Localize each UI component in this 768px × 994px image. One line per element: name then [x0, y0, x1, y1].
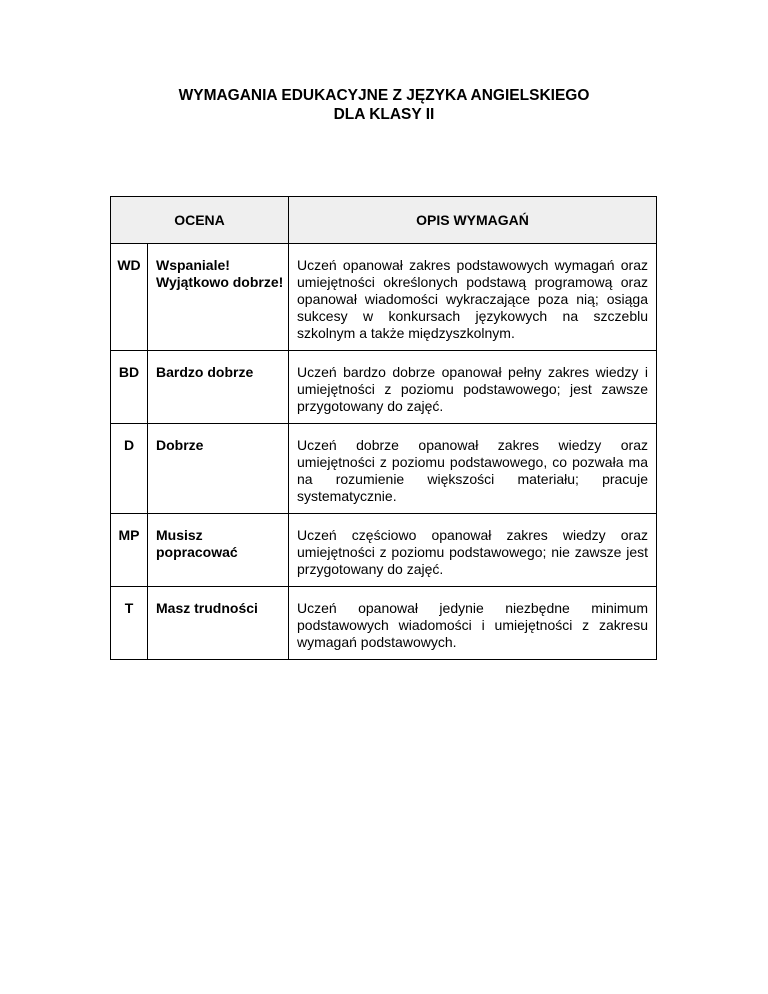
grade-code: T	[111, 587, 148, 660]
grade-description: Uczeń opanował jedynie niezbędne minimum podstawowych wiadomości i umiejętności z zakresu wymagań podstawowych.	[289, 587, 657, 660]
title-line-1: WYMAGANIA EDUKACYJNE Z JĘZYKA ANGIELSKIEGO	[178, 87, 590, 104]
table-header-row	[111, 197, 657, 244]
grade-description: Uczeń częściowo opanował zakres wiedzy oraz umiejętności z poziomu podstawowego; nie zawsze jest przygotowany do zajęć.	[289, 514, 657, 587]
grade-description: Uczeń bardzo dobrze opanował pełny zakres wiedzy i umiejętności z poziomu podstawowego; jest zawsze przygotowany do zajęć.	[289, 351, 657, 424]
grade-code: D	[111, 424, 148, 514]
grade-name: Bardzo dobrze	[148, 351, 289, 424]
document-title	[0, 86, 768, 124]
header-ocena: OCENA	[111, 197, 289, 244]
grade-description: Uczeń dobrze opanował zakres wiedzy oraz umiejętności z poziomu podstawowego, co pozwała ma na rozumienie większości materiału; pracuje systematycznie.	[289, 424, 657, 514]
table-row	[111, 587, 657, 660]
grade-name: Dobrze	[148, 424, 289, 514]
title-line-2: DLA KLASY II	[333, 106, 435, 123]
grade-code: WD	[111, 244, 148, 351]
grade-code: BD	[111, 351, 148, 424]
grade-name: Musisz popracować	[148, 514, 289, 587]
grade-code: MP	[111, 514, 148, 587]
table-row	[111, 351, 657, 424]
requirements-table	[110, 196, 657, 660]
grade-description: Uczeń opanował zakres podstawowych wymagań oraz umiejętności określonych podstawą programową oraz opanował wiadomości wykraczające poza nią; osiąga sukcesy w konkursach językowych na szczeblu szkolnym a także międzyszkolnym.	[289, 244, 657, 351]
grade-name: Masz trudności	[148, 587, 289, 660]
table-row	[111, 244, 657, 351]
grade-name: Wspaniale! Wyjątkowo dobrze!	[148, 244, 289, 351]
header-opis-wymagan: OPIS WYMAGAŃ	[289, 197, 657, 244]
table-row	[111, 514, 657, 587]
table-row	[111, 424, 657, 514]
